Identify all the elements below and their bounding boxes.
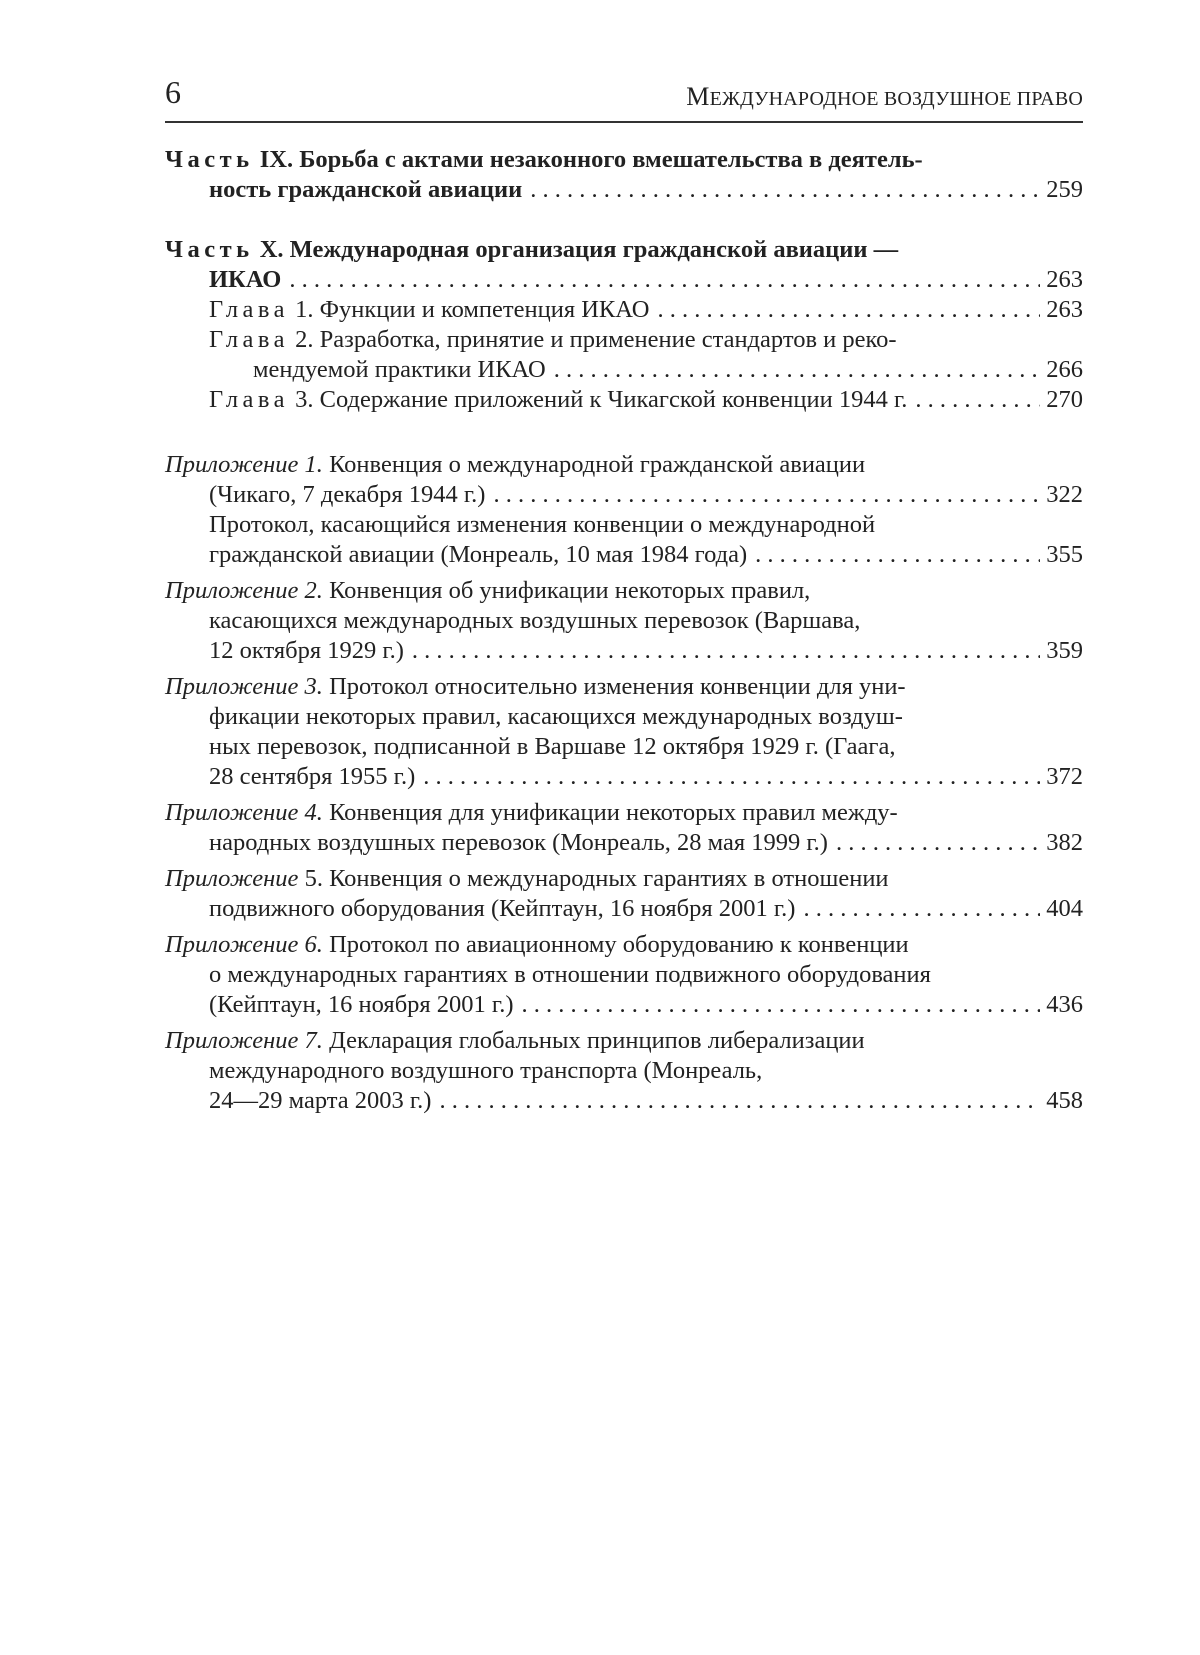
appendix-title-cont: (Чикаго, 7 декабря 1944 г.): [209, 481, 486, 508]
appendix-title: Протокол относительно изменения конвенции для уни-: [322, 673, 906, 700]
toc-appendix-6-line2: [165, 960, 1083, 990]
page-number: 6: [165, 74, 181, 110]
toc-appendix-7-line2: [165, 1056, 1083, 1086]
appendix-label: Приложение 3.: [165, 673, 323, 700]
toc-chapter-1: [165, 295, 1083, 325]
leader-dots: [522, 990, 1041, 1020]
appendix-title-cont: 28 сентября 1955 г.): [209, 763, 416, 790]
appendix-label: Приложение 4.: [165, 799, 323, 826]
toc-appendix-3-line1: [165, 672, 1083, 702]
toc-chapter-3: [165, 385, 1083, 415]
leader-dots: [657, 295, 1040, 325]
leader-dots: [803, 894, 1040, 924]
table-of-contents: [165, 145, 1083, 1116]
leader-dots: [423, 762, 1040, 792]
appendix-title-cont: подвижного оборудования (Кейптаун, 16 ноября 2001 г.): [209, 895, 796, 922]
page-ref: 270: [1046, 386, 1083, 413]
part-prefix: Часть: [165, 146, 254, 173]
running-title-rest: ЕЖДУНАРОДНОЕ ВОЗДУШНОЕ ПРАВО: [709, 88, 1083, 110]
toc-appendix-3-line2: [165, 702, 1083, 732]
toc-appendix-2-line3: [165, 636, 1083, 666]
appendix-title-cont: ных перевозок, подписанной в Варшаве 12 октября 1929 г. (Гаага,: [209, 733, 896, 760]
toc-chapter-2-line2: [165, 355, 1083, 385]
page-ref: 355: [1046, 541, 1083, 568]
toc-appendix-1-protocol-line2: [165, 540, 1083, 570]
toc-appendix-7-line1: [165, 1026, 1083, 1056]
part-title: IX. Борьба с актами незаконного вмешательства в деятель-: [253, 146, 923, 173]
appendix-title: Конвенция об унификации некоторых правил,: [322, 577, 811, 604]
part-title-cont: ИКАО: [209, 266, 282, 293]
appendix-title: Декларация глобальных принципов либерализации: [322, 1027, 865, 1054]
page-ref: 436: [1046, 991, 1083, 1018]
toc-appendix-3-line3: [165, 732, 1083, 762]
protocol-title-cont: гражданской авиации (Монреаль, 10 мая 1984 года): [209, 541, 748, 568]
appendix-title: Конвенция для унификации некоторых правил между-: [322, 799, 898, 826]
running-title-cap: М: [686, 82, 710, 111]
appendix-title-cont: о международных гарантиях в отношении подвижного оборудования: [209, 961, 931, 988]
page-ref: 259: [1046, 176, 1083, 203]
toc-part-10-line1: [165, 235, 1083, 265]
part-prefix: Часть: [165, 236, 254, 263]
page-ref: 404: [1046, 895, 1083, 922]
leader-dots: [439, 1086, 1040, 1116]
leader-dots: [915, 385, 1040, 415]
leader-dots: [755, 540, 1040, 570]
leader-dots: [412, 636, 1040, 666]
part-title-cont: ность гражданской авиации: [209, 176, 523, 203]
toc-appendix-1-line2: [165, 480, 1083, 510]
leader-dots: [836, 828, 1040, 858]
toc-appendix-4-line2: [165, 828, 1083, 858]
appendix-title-cont: фикации некоторых правил, касающихся международных воздуш-: [209, 703, 903, 730]
appendix-title: 5. Конвенция о международных гарантиях в отношении: [298, 865, 889, 892]
toc-appendix-2-line2: [165, 606, 1083, 636]
toc-part-9-line2: [165, 175, 1083, 205]
toc-appendix-4-line1: [165, 798, 1083, 828]
toc-appendix-3-line4: [165, 762, 1083, 792]
appendix-label: Приложение 6.: [165, 931, 323, 958]
chapter-prefix: Глава: [209, 296, 290, 323]
appendix-title: Конвенция о международной гражданской авиации: [322, 451, 866, 478]
toc-appendix-5-line1: [165, 864, 1083, 894]
appendix-title-cont: 24—29 марта 2003 г.): [209, 1087, 432, 1114]
page-ref: 372: [1046, 763, 1083, 790]
header-rule: [165, 121, 1083, 123]
page-ref: 382: [1046, 829, 1083, 856]
leader-dots: [289, 265, 1040, 295]
protocol-title: Протокол, касающийся изменения конвенции о международной: [209, 511, 876, 538]
toc-appendix-5-line2: [165, 894, 1083, 924]
toc-appendix-6-line1: [165, 930, 1083, 960]
appendix-title-cont: народных воздушных перевозок (Монреаль, 28 мая 1999 г.): [209, 829, 828, 856]
chapter-title-cont: мендуемой практики ИКАО: [253, 356, 546, 383]
leader-dots: [554, 355, 1041, 385]
page-ref: 458: [1046, 1087, 1083, 1114]
part-title: X. Международная организация гражданской авиации —: [253, 236, 899, 263]
toc-appendix-7-line3: [165, 1086, 1083, 1116]
appendix-title-cont: касающихся международных воздушных перевозок (Варшава,: [209, 607, 861, 634]
appendix-label: Приложение: [165, 865, 299, 892]
toc-part-10-line2: [165, 265, 1083, 295]
page-ref: 322: [1046, 481, 1083, 508]
appendix-label: Приложение 7.: [165, 1027, 323, 1054]
chapter-prefix: Глава: [209, 326, 290, 353]
appendix-title-cont: международного воздушного транспорта (Монреаль,: [209, 1057, 763, 1084]
chapter-title: 1. Функции и компетенция ИКАО: [289, 296, 650, 323]
appendix-title: Протокол по авиационному оборудованию к конвенции: [322, 931, 909, 958]
toc-appendix-6-line3: [165, 990, 1083, 1020]
chapter-title: 3. Содержание приложений к Чикагской конвенции 1944 г.: [289, 386, 908, 413]
page-ref: 263: [1046, 296, 1083, 323]
toc-chapter-2-line1: [165, 325, 1083, 355]
appendix-title-cont: 12 октября 1929 г.): [209, 637, 404, 664]
page-ref: 266: [1046, 356, 1083, 383]
toc-part-9-line1: [165, 145, 1083, 175]
page-ref: 263: [1046, 266, 1083, 293]
toc-appendix-2-line1: [165, 576, 1083, 606]
appendix-title-cont: (Кейптаун, 16 ноября 2001 г.): [209, 991, 514, 1018]
chapter-prefix: Глава: [209, 386, 290, 413]
leader-dots: [493, 480, 1040, 510]
running-title: [686, 82, 1083, 114]
toc-appendix-1-protocol-line1: [165, 510, 1083, 540]
chapter-title: 2. Разработка, принятие и применение стандартов и реко-: [289, 326, 897, 353]
page-ref: 359: [1046, 637, 1083, 664]
toc-appendix-1-line1: [165, 450, 1083, 480]
appendix-label: Приложение 2.: [165, 577, 323, 604]
leader-dots: [530, 175, 1040, 205]
appendix-label: Приложение 1.: [165, 451, 323, 478]
